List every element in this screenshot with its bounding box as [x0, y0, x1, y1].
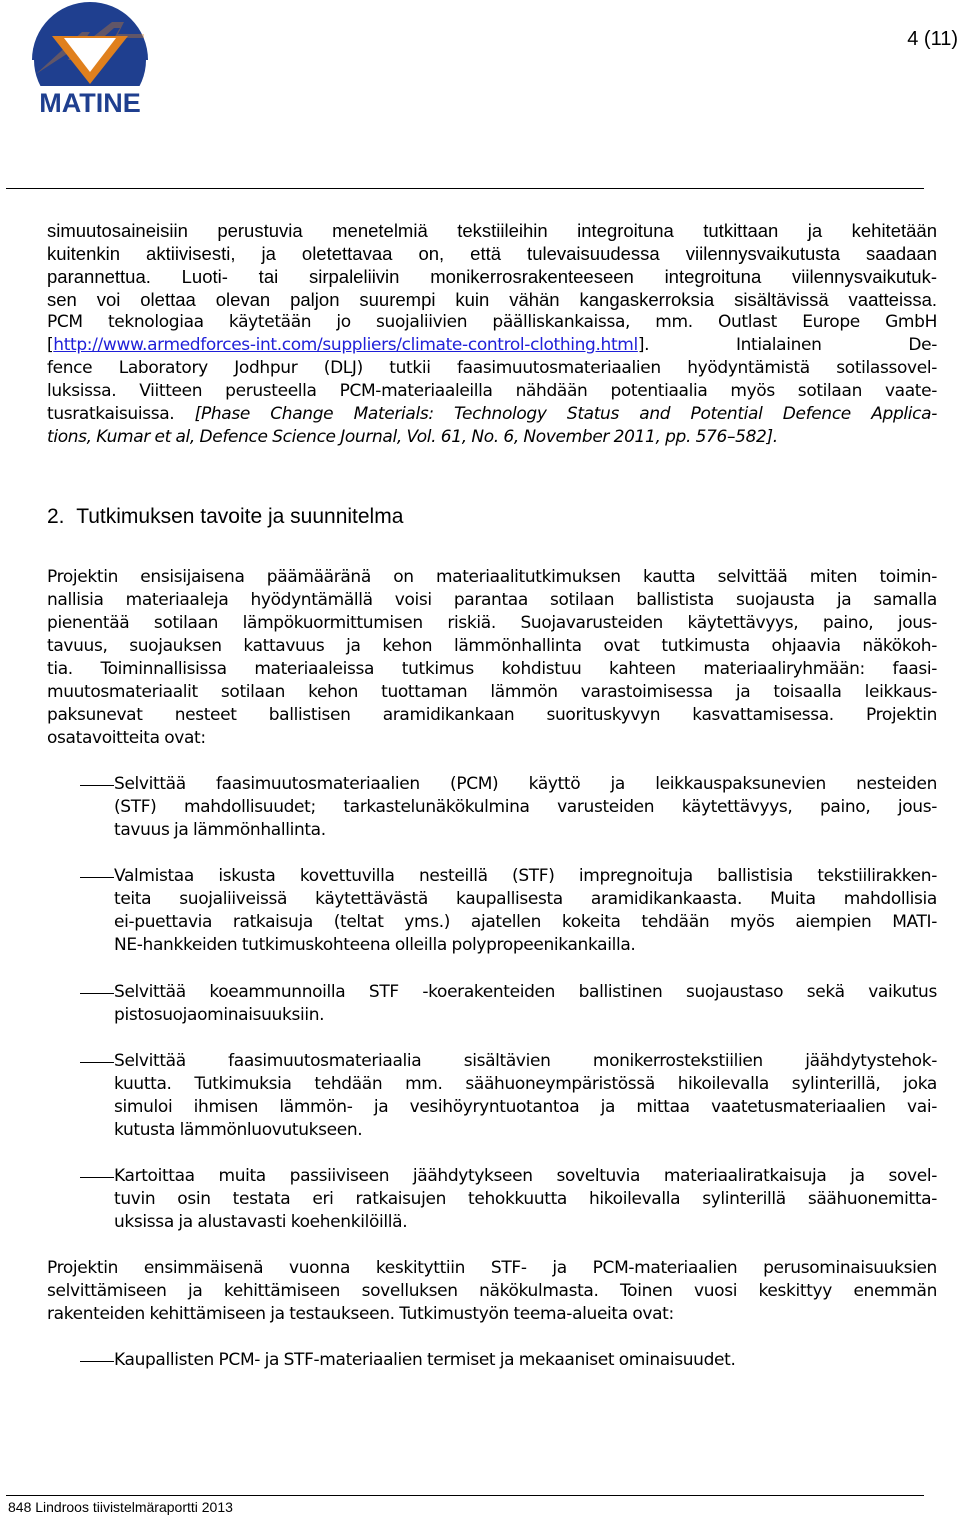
link-bracket-open: [	[47, 335, 54, 355]
page-number: 4 (11)	[907, 28, 958, 50]
section-heading	[47, 505, 403, 529]
header-divider	[6, 188, 924, 189]
objective-line: Selvittää koeammunnoilla STF -koerakenteiden ballistinen suojaustaso sekä vaikutus	[114, 982, 937, 1002]
schedule-paragraph	[47, 1257, 937, 1326]
objective-line: (STF) mahdollisuudet; tarkastelunäkökulmina varusteiden käytettävyys, paino, jous-	[114, 797, 937, 817]
intro-line: kuitenkin aktiivisesti, ja oletettavaa on, että tulevaisuudessa viilennysvaikutusta saadaan	[47, 243, 937, 264]
objective-item	[47, 773, 937, 842]
objective-line: teita suojaliiveissä käytettävästä kaupallisesta aramidikankaasta. Muita mahdollisia	[114, 889, 937, 909]
intro-line: sen voi olettaa olevan paljon suurempi kuin vähän kangaskerroksia sisältävissä vaatteissa.	[47, 289, 937, 310]
logo-wordmark: MATINE	[39, 88, 141, 118]
objective-item	[47, 1165, 937, 1234]
objective-line: Selvittää faasimuutosmateriaalien (PCM) käyttö ja leikkauspaksunevien nesteiden	[114, 774, 937, 794]
goal-line: tia. Toiminnallisissa materiaaleissa tutkimus kohdistuu kahteen materiaaliryhmään: faasi-	[47, 659, 937, 679]
intro-line: PCM teknologiaa käytetään jo suojaliivien päälliskankaissa, mm. Outlast Europe GmbH	[47, 312, 937, 332]
objective-line: NE-hankkeiden tutkimuskohteena olleilla polypropeenikankailla.	[114, 935, 636, 955]
goal-line: osatavoitteita ovat:	[47, 728, 206, 748]
objective-line: Selvittää faasimuutosmateriaalia sisältävien monikerrostekstiilien jäähdytystehok-	[114, 1051, 937, 1071]
objective-line: Valmistaa iskusta kovettuvilla nesteillä (STF) impregnoituja ballistisia tekstiilirakken-	[114, 866, 937, 886]
goal-line: Projektin ensisijaisena päämääränä on materiaalitutkimuksen kautta selvittää miten toimin-	[47, 567, 937, 587]
objective-line: kutusta lämmönluovutukseen.	[114, 1120, 363, 1140]
theme-line: Kaupallisten PCM- ja STF-materiaalien termiset ja mekaaniset ominaisuudet.	[114, 1350, 736, 1370]
intro-line: luksissa. Viitteen perusteella PCM-materiaaleilla nähdään potentiaalia myös sotilaan vaate-	[47, 381, 937, 401]
dash-bullet-icon	[80, 1361, 114, 1362]
goal-line: pienentää sotilaan lämpökuormittumisen riskiä. Suojavarusteiden käytettävyys, paino, jous-	[47, 613, 937, 633]
matine-emblem	[22, 2, 158, 118]
objective-line: pistosuojaominaisuuksiin.	[114, 1005, 325, 1025]
dash-bullet-icon	[80, 993, 114, 994]
goal-line: nallisia materiaaleja hyödyntämällä voisi parantaa sotilaan ballistista suojausta ja samalla	[47, 590, 937, 610]
objective-item	[47, 981, 937, 1027]
link-bracket-close: ]. Intialainen De-	[637, 335, 937, 355]
citation-continued: tions, Kumar et al, Defence Science Journal, Vol. 61, No. 6, November 2011, pp. 576–582].	[47, 427, 778, 447]
goal-paragraph	[47, 566, 937, 750]
objective-line: uksissa ja alustavasti koehenkilöillä.	[114, 1212, 408, 1232]
schedule-line: Projektin ensimmäisenä vuonna keskityttiin STF- ja PCM-materiaalien perusominaisuuksien	[47, 1258, 937, 1278]
dash-bullet-icon	[80, 785, 114, 786]
section-number: 2.	[47, 505, 65, 528]
objective-line: simuloi ihmisen lämmön- ja vesihöyryntuotantoa ja mittaa vaatetusmateriaalien vai-	[114, 1097, 937, 1117]
intro-line-link	[47, 334, 937, 357]
intro-line-citation	[47, 403, 937, 426]
dash-bullet-icon	[80, 1177, 114, 1178]
citation: [Phase Change Materials: Technology Status and Potential Defence Applica-	[194, 404, 937, 424]
objective-line: tavuus ja lämmönhallinta.	[114, 820, 326, 840]
objective-line: tuvin osin testata eri ratkaisujen tehokkuutta hikoilevalla sylinterillä säähuonemitta-	[114, 1189, 937, 1209]
theme-item	[47, 1349, 937, 1372]
intro-line-start: tusratkaisuissa.	[47, 404, 195, 424]
schedule-line: selvittämiseen ja kehittämiseen sovelluksen näkökulmasta. Toinen vuosi keskittyy enemmän	[47, 1281, 937, 1301]
dash-bullet-icon	[80, 877, 114, 878]
intro-line: parannettua. Luoti- tai sirpaleliivin monikerrosrakenteeseen integroituna viilennysvaikutuk-	[47, 266, 937, 287]
intro-line: fence Laboratory Jodhpur (DLJ) tutkii faasimuutosmateriaalien hyödyntämistä sotilassovel-	[47, 358, 937, 378]
intro-paragraph	[47, 219, 937, 449]
goal-line: tavuus, suojauksen kattavuus ja kehon lämmönhallinta ovat tutkimusta ohjaavia näkökoh-	[47, 636, 937, 656]
section-title: Tutkimuksen tavoite ja suunnitelma	[76, 505, 404, 528]
objective-line: Kartoittaa muita passiiviseen jäähdytykseen soveltuvia materiaaliratkaisuja ja sovel-	[114, 1166, 937, 1186]
schedule-line: rakenteiden kehittämiseen ja testaukseen. Tutkimustyön teema-alueita ovat:	[47, 1304, 674, 1324]
footer-divider	[6, 1495, 924, 1496]
armedforces-link[interactable]: http://www.armedforces-int.com/suppliers/climate-control-clothing.html	[53, 335, 638, 355]
objective-item	[47, 1050, 937, 1142]
intro-line: simuutosaineisiin perustuvia menetelmiä tekstiileihin integroituna tutkittaan ja kehitetään	[47, 220, 937, 241]
objective-line: kuutta. Tutkimuksia tehdään mm. säähuoneympäristössä hikoilevalla sylinterillä, joka	[114, 1074, 937, 1094]
objective-item	[47, 865, 937, 957]
footer-text: 848 Lindroos tiivistelmäraportti 2013	[8, 1499, 233, 1515]
goal-line: paksunevat nesteet ballistisen aramidikankaan suorituskyvyn kasvattamisessa. Projektin	[47, 705, 937, 725]
goal-line: muutosmateriaalit sotilaan kehon tuottaman lämmön varastoimisessa ja toisaalla leikkaus-	[47, 682, 937, 702]
objective-line: ei-puettavia ratkaisuja (teltat yms.) ajatellen kokeita tehdään myös aiempien MATI-	[114, 912, 937, 932]
dash-bullet-icon	[80, 1062, 114, 1063]
matine-logo	[22, 2, 158, 118]
